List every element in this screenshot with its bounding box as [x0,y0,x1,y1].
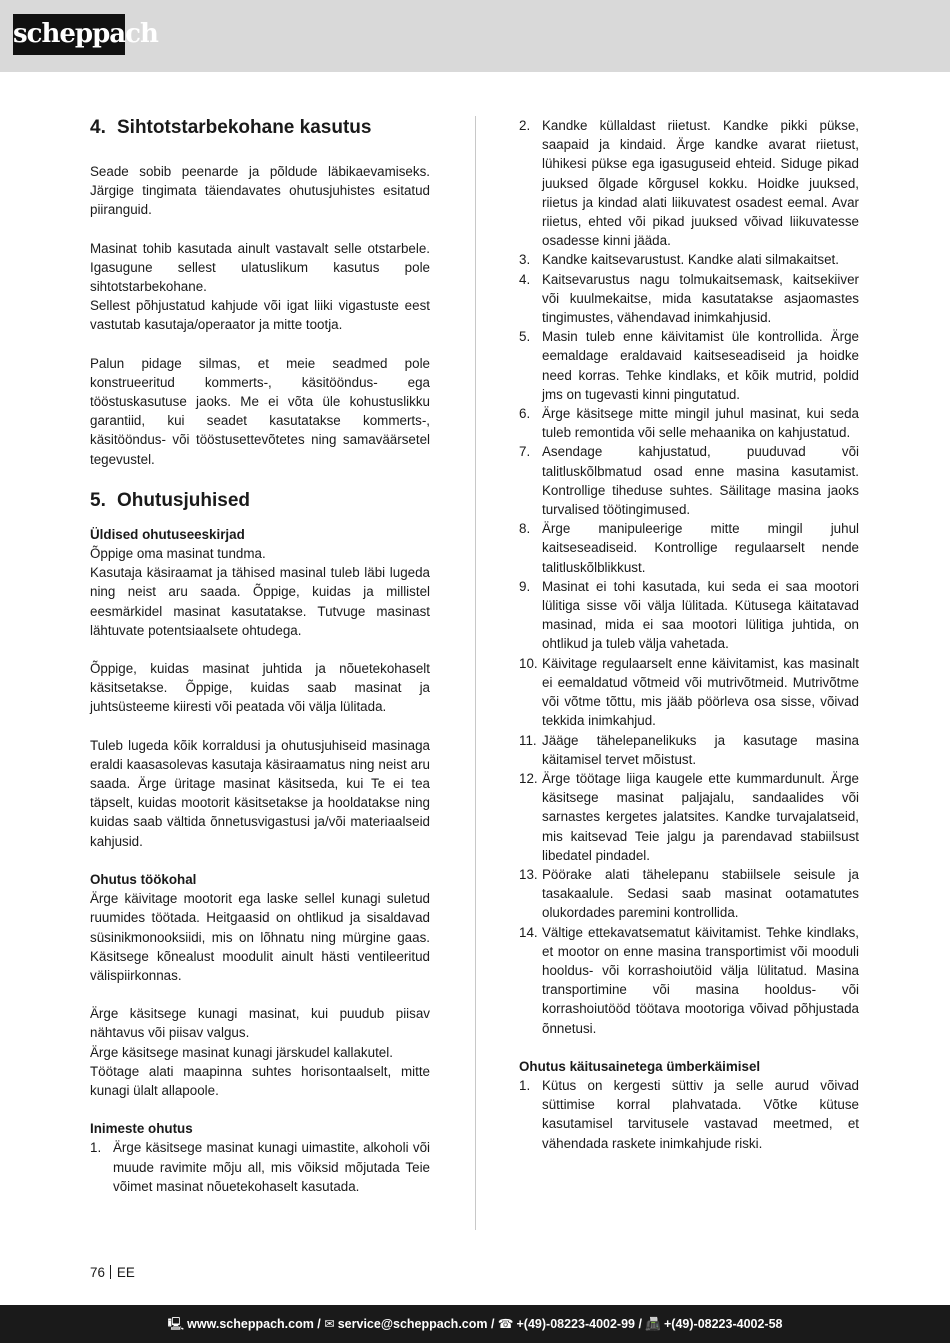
page-footer-number [90,1263,135,1283]
list-text: Ärge käsitsege mitte mingil juhul masinat, kui seda tuleb remontida või selle mehaanika on kahjustatud. [542,406,859,441]
section-title: Ohutusjuhised [117,489,250,511]
language-code: EE [116,1265,135,1280]
list-number: 11. [519,732,537,748]
paragraph: Ärge käsitsege masinat kunagi järskudel kallakutel. [90,1044,393,1060]
section-number: 5. [90,489,106,511]
list-text: Kütus on kergesti süttiv ja selle aurud võivad süttimise korral plahvatada. Võtke kütuse kasutamisel tarvitusele vastavad meetmed, et vähendada raskete inimkahjude riski. [542,1077,859,1151]
list-number: 9. [519,578,531,594]
subheading-fuel: Ohutus käitusainetega ümberkäimisel [519,1058,761,1074]
list-number: 8. [519,521,531,537]
list-text: Masin tuleb enne käivitamist üle kontrollida. Ärge eemaldage eraldavaid kaitseseadiseid ja hoidke need korras. Tehke kindlaks, et kõik mutrid, poldid jms on tugevasti kinni pingutatud. [542,329,859,402]
list-number: 4. [519,271,531,287]
list-item [519,442,859,519]
phone-icon: ☎ [497,1317,514,1331]
paragraph: Õppige oma masinat tundma. [90,546,266,562]
fax-icon: 📠 [645,1317,661,1331]
list-number: 1. [90,1140,102,1156]
website-link[interactable]: www.scheppach.com [187,1317,314,1331]
list-item [519,404,859,442]
list-item [519,519,859,577]
paragraph: Sellest põhjustatud kahjude või igat liiki vigastuste eest vastutab kasutaja/operaator ja mitte tootja. [90,298,430,333]
left-column [90,116,430,1196]
paragraph: Masinat tohib kasutada ainult vastavalt selle otstarbele. Igasugune sellest ulatuslikum kasutus pole sihtotstarbekohane. [90,240,430,295]
section-5-heading [90,489,430,513]
paragraph: Töötage alati maapinna suhtes horisontaalselt, mitte kunagi ülalt allapoole. [90,1063,430,1098]
email-link[interactable]: service@scheppach.com [337,1317,488,1331]
list-item [519,1076,859,1153]
phone-number: +(49)-08223-4002-99 [516,1317,635,1331]
list-text: Ärge manipuleerige mitte mingil juhul kaitseseadiseid. Kontrollige regulaarselt nende talitluskõlblikkust. [542,521,859,575]
paragraph: Seade sobib peenarde ja põldude läbikaevamiseks. Järgige tingimata täiendavates ohutusjuhistes esitatud piiranguid. [90,164,430,218]
section-title: Sihtotstarbekohane kasutus [117,117,372,138]
footer-separator: / [487,1317,498,1331]
paragraph: Ärge käivitage mootorit ega laske sellel kunagi suletud ruumides töötada. Heitgaasid on ohtlikud ja sisaldavad süsinikmonooksiidi, mis on lõhnatu ning mürgine gaas. Käsitsege kõnealust moodulit ainult hästi ventileeritud välispiirkonnas. [90,891,430,983]
paragraph: Õppige, kuidas masinat juhtida ja nõuetekohaselt käsitsetakse. Õppige, kuidas saab masinat ja juhtsüsteeme kiiresti või peatada või välja lülitada. [90,661,430,715]
page-number: 76 [90,1265,105,1280]
list-text: Vältige ettekavatsematut käivitamist. Tehke kindlaks, et mootor on enne masina transportimist või mooduli hooldus- või korrashoiutöid välja lülitatud. Masina transportimine või masina hooldus- või korrashoiutööd töötava mootoriga võivad põhjustada õnnetusi. [542,924,859,1036]
list-item [90,1138,430,1196]
paragraph: Kasutaja käsiraamat ja tähised masinal tuleb läbi lugeda ning neist aru saada. Õppige, kuidas ja millistel eesmärkidel masinat kasutatakse. Tutvuge masinast lähtuvate potentsiaalsete ohtudega. [90,565,430,638]
list-text: Jääge tähelepanelikuks ja kasutage masina käitamisel tervet mõistust. [542,732,859,767]
footer-separator [110,1265,111,1279]
paragraph: Ärge käsitsege kunagi masinat, kui puudub piisav nähtavus või piisav valgus. [90,1006,430,1041]
list-text: Kandke kaitsevarustust. Kandke alati silmakaitset. [542,252,839,268]
list-item [519,327,859,404]
list-item [519,923,859,1038]
list-text: Ärge töötage liiga kaugele ette kummardunult. Ärge käsitsege masinat paljajalu, sandaalides või sarnastes kergetes jalatsites. Kandke turvajalatseid, mis kaitsevad Teie jalgu ja parendavad stabiilsust libedatel pindadel. [542,770,859,863]
list-item [519,116,859,250]
list-text: Käivitage regulaarselt enne käivitamist, kas masinalt ei eemaldatud võtmeid või mutrivõtmeid. Mutrivõtme või võtme tõttu, mis jääb pöörleva osa sisse, võivad tekkida inimkahjud. [542,655,859,729]
email-icon: ✉ [324,1317,335,1331]
list-number: 1. [519,1077,531,1093]
footer-separator: / [313,1317,325,1331]
contact-footer [0,1305,950,1343]
page-header [0,0,950,72]
list-number: 3. [519,252,531,268]
list-number: 5. [519,329,531,345]
list-number: 6. [519,406,531,422]
list-number: 13. [519,866,538,882]
list-item [519,577,859,654]
list-text: Kaitsevarustus nagu tolmukaitsemask, kaitsekiiver või kuulmekaitse, mida kasutatakse asjaomastes tingimustes, vähendavad inimkahjusid. [542,271,859,326]
list-item [519,250,859,269]
list-text: Pöörake alati tähelepanu stabiilsele seisule ja tasakaalule. Sedasi saab masinat ootamatutes olukordades paremini kontrollida. [542,866,859,921]
paragraph: Tuleb lugeda kõik korraldusi ja ohutusjuhiseid masinaga eraldi kaasasolevas kasutaja käsiraamatus ning neist aru saada. Ärge üritage masinat käsitseda, kui Te ei tea täpselt, kuidas mootorit käsitsetakse ja hooldatakse ning kuidas saab vältida õnnetusvigastusi ja/või materiaalseid kahjusid. [90,737,430,849]
list-text: Ärge käsitsege masinat kunagi uimastite, alkoholi või muude ravimite mõju all, mis võiksid mõjutada Teie võimet masinat nõuetekohaselt kasutada. [113,1140,430,1194]
right-column [519,116,859,1153]
list-item [519,654,859,731]
list-text: Asendage kahjustatud, puuduvad või talitluskõlbmatud osad enne masina kasutamist. Kontrollige tiheduse suhtes. Säilitage masina jaoks turvalised töötingimused. [542,444,859,518]
subheading-general: Üldised ohutuseeskirjad [90,526,245,542]
subheading-workplace: Ohutus töökohal [90,871,197,887]
paragraph: Palun pidage silmas, et meie seadmed pole konstrueeritud kommerts-, käsitööndus- ega tööstuskasutuse jaoks. Me ei võta üle kohustuslikku garantiid, kui seadet kasutatakse kommerts-, käsitööndus- või tööstusettevõtetes ning samaväärsetel tegevustel. [90,355,430,467]
list-number: 7. [519,444,531,460]
list-item [519,769,859,865]
footer-separator: / [635,1317,646,1331]
list-number: 12. [519,770,538,786]
section-4-heading [90,116,430,140]
list-item [519,865,859,923]
section-number: 4. [90,117,106,138]
list-number: 2. [519,118,531,133]
column-divider [475,116,476,1230]
list-item [519,731,859,769]
subheading-people: Inimeste ohutus [90,1121,193,1137]
list-number: 14. [519,924,538,940]
people-safety-list [519,116,859,1038]
computer-icon: 🖳 [167,1317,185,1331]
list-text: Masinat ei tohi kasutada, kui seda ei saa mootori lülitiga sisse või välja lülitada. Kütusega käitatavad masinad, mida ei saa mootori lülitiga juhtida, on ohtlikud ja tuleb välja vahetada. [542,578,859,652]
fax-number: +(49)-08223-4002-58 [664,1317,783,1331]
list-text: Kandke küllaldast riietust. Kandke pikki pükse, saapaid ja kindaid. Ärge kandke avarat riietust, lühikesi pükse ega igasuguseid ehteid. Siduge pikad juuksed õlgade kõrgusel kokku. Hoidke juuksed, riietus ja kindad alati liikuvatest osadest eemal. Avar riietus, ehted või pikad juuksed võivad liikuvatesse osadesse kinni jääda. [542,118,859,249]
list-item [519,270,859,328]
scheppach-logo: scheppach [13,14,125,55]
list-number: 10. [519,655,538,671]
